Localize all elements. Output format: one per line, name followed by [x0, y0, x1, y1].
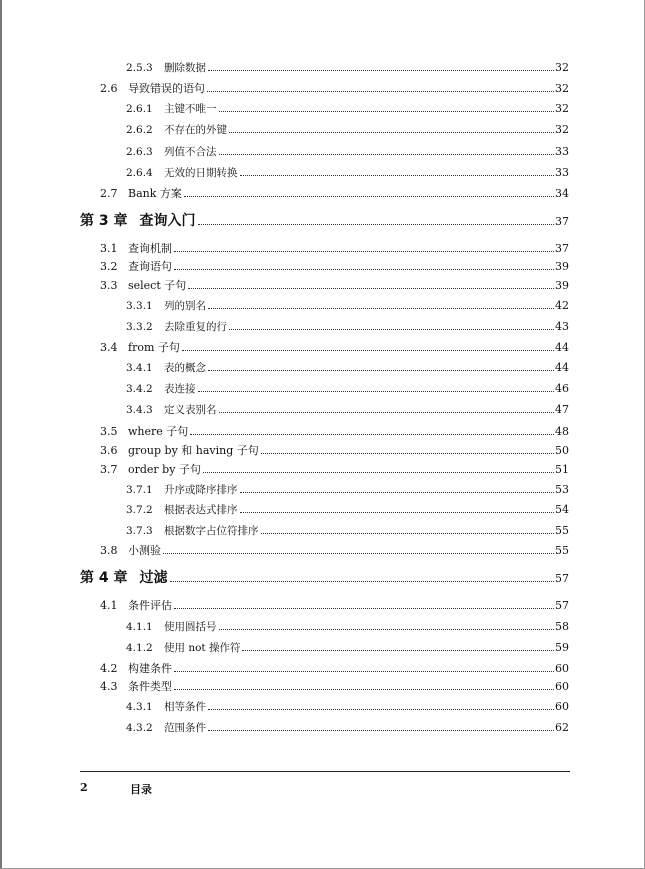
- toc-entry-number: 3.3: [100, 279, 118, 292]
- toc-entry[interactable]: [126, 361, 569, 375]
- toc-entry-title: 表连接: [164, 383, 196, 395]
- toc-entry-page: 44: [555, 341, 569, 354]
- toc-entry[interactable]: [126, 299, 569, 313]
- toc-entry-page: 32: [555, 102, 569, 115]
- toc-entry-number: 2.5.3: [126, 62, 153, 74]
- toc-entry[interactable]: [100, 444, 569, 458]
- toc-entry-number: 第 3 章: [80, 213, 128, 229]
- toc-leader-dots: [208, 370, 554, 371]
- footer-page-number: 2: [80, 781, 88, 794]
- toc-entry-number: 4.3: [100, 680, 118, 693]
- toc-entry-page: 34: [555, 187, 569, 200]
- toc-entry-page: 57: [555, 572, 569, 585]
- toc-entry[interactable]: [100, 662, 569, 676]
- toc-entry[interactable]: [126, 102, 569, 116]
- toc-entry-title: 使用圆括号: [164, 621, 217, 633]
- toc-entry-number: 3.8: [100, 544, 118, 557]
- toc-entry-title: where 子句: [128, 425, 189, 438]
- toc-entry-page: 43: [555, 320, 569, 333]
- toc-entry-page: 51: [555, 463, 569, 476]
- toc-leader-dots: [163, 553, 554, 554]
- toc-entry-page: 54: [555, 503, 569, 516]
- toc-entry-number: 2.6.2: [126, 124, 153, 136]
- toc-leader-dots: [170, 581, 555, 582]
- toc-entry[interactable]: [126, 524, 569, 538]
- toc-entry-title: 使用 not 操作符: [164, 642, 241, 654]
- toc-leader-dots: [219, 154, 555, 155]
- toc-leader-dots: [242, 650, 554, 651]
- toc-entry-title: 查询机制: [128, 242, 172, 255]
- toc-entry-number: 3.1: [100, 242, 118, 255]
- toc-entry-page: 42: [555, 299, 569, 312]
- toc-leader-dots: [198, 391, 555, 392]
- toc-entry-page: 60: [555, 680, 569, 693]
- toc-entry-title: order by 子句: [128, 463, 201, 476]
- toc-leader-dots: [208, 730, 554, 731]
- toc-leader-dots: [203, 472, 554, 473]
- toc-entry-number: 3.2: [100, 260, 118, 273]
- toc-entry[interactable]: [126, 620, 569, 634]
- toc-leader-dots: [240, 492, 555, 493]
- toc-entry[interactable]: [126, 503, 569, 517]
- toc-entry-page: 53: [555, 483, 569, 496]
- toc-entry-title: 升序或降序排序: [164, 484, 238, 496]
- toc-entry-page: 39: [555, 279, 569, 292]
- toc-entry[interactable]: [100, 680, 569, 694]
- toc-entry-title: 列的别名: [164, 300, 206, 312]
- toc-entry-title: 小测验: [128, 544, 161, 557]
- toc-entry-page: 37: [555, 215, 569, 228]
- toc-entry-page: 48: [555, 425, 569, 438]
- page-left-edge: [0, 0, 2, 869]
- toc-entry[interactable]: [126, 700, 569, 714]
- toc-entry-title: 过滤: [139, 570, 168, 586]
- toc-leader-dots: [229, 132, 554, 133]
- toc-entry-title: 条件评估: [128, 599, 172, 612]
- toc-entry[interactable]: [100, 463, 569, 477]
- toc-entry-page: 62: [555, 721, 569, 734]
- toc-entry-page: 32: [555, 61, 569, 74]
- toc-leader-dots: [261, 533, 555, 534]
- toc-entry-number: 4.3.2: [126, 722, 153, 734]
- toc-entry-number: 2.6.1: [126, 103, 153, 115]
- toc-entry[interactable]: [126, 61, 569, 75]
- toc-entry-page: 46: [555, 382, 569, 395]
- toc-entry[interactable]: [100, 279, 569, 293]
- toc-entry[interactable]: [80, 214, 569, 229]
- toc-entry-page: 32: [555, 123, 569, 136]
- toc-leader-dots: [208, 70, 554, 71]
- toc-entry-title: 无效的日期转换: [164, 167, 238, 179]
- toc-entry-page: 33: [555, 166, 569, 179]
- toc-entry-number: 4.2: [100, 662, 118, 675]
- toc-entry-number: 4.3.1: [126, 701, 153, 713]
- toc-entry-page: 55: [555, 524, 569, 537]
- toc-entry-title: 表的概念: [164, 362, 206, 374]
- toc-entry-title: 根据表达式排序: [164, 504, 238, 516]
- toc-entry-number: 4.1.1: [126, 621, 153, 633]
- toc-entry[interactable]: [126, 721, 569, 735]
- toc-leader-dots: [184, 196, 554, 197]
- toc-entry-page: 50: [555, 444, 569, 457]
- toc-leader-dots: [174, 269, 554, 270]
- toc-entry-number: 3.4.1: [126, 362, 153, 374]
- toc-leader-dots: [174, 608, 554, 609]
- toc-entry[interactable]: [100, 425, 569, 439]
- toc-entry-page: 33: [555, 145, 569, 158]
- toc-entry-page: 58: [555, 620, 569, 633]
- toc-entry[interactable]: [126, 641, 569, 655]
- toc-entry-number: 3.4: [100, 341, 118, 354]
- toc-entry-page: 60: [555, 700, 569, 713]
- toc-entry-number: 3.7.3: [126, 525, 153, 537]
- toc-entry-title: from 子句: [128, 341, 180, 354]
- toc-leader-dots: [207, 91, 554, 92]
- toc-entry-title: 范围条件: [164, 722, 206, 734]
- toc-entry[interactable]: [126, 382, 569, 396]
- toc-entry-page: 57: [555, 599, 569, 612]
- toc-entry-number: 3.3.1: [126, 300, 153, 312]
- toc-entry[interactable]: [126, 403, 569, 417]
- toc-leader-dots: [198, 224, 555, 225]
- toc-entry-title: 构建条件: [128, 662, 172, 675]
- toc-entry-title: 去除重复的行: [164, 321, 227, 333]
- toc-entry-title: group by 和 having 子句: [128, 444, 259, 457]
- toc-entry-title: Bank 方案: [128, 187, 182, 200]
- footer-rule: [80, 771, 570, 772]
- toc-entry-number: 3.7: [100, 463, 118, 476]
- toc-entry[interactable]: [126, 483, 569, 497]
- toc-entry[interactable]: [126, 320, 569, 334]
- toc-entry-title: 条件类型: [128, 680, 172, 693]
- toc-entry[interactable]: [126, 145, 569, 159]
- toc-leader-dots: [174, 689, 554, 690]
- toc-entry[interactable]: [100, 341, 569, 355]
- toc-entry-number: 3.5: [100, 425, 118, 438]
- toc-entry-title: 列值不合法: [164, 146, 217, 158]
- toc-entry-page: 59: [555, 641, 569, 654]
- toc-entry-number: 4.1.2: [126, 642, 153, 654]
- toc-leader-dots: [208, 308, 554, 309]
- toc-entry-number: 3.6: [100, 444, 118, 457]
- toc-entry[interactable]: [100, 599, 569, 613]
- toc-leader-dots: [182, 350, 554, 351]
- toc-entry-number: 3.7.1: [126, 484, 153, 496]
- toc-entry[interactable]: [100, 242, 569, 256]
- toc-leader-dots: [174, 251, 554, 252]
- toc-entry-title: 定义表别名: [164, 404, 217, 416]
- toc-entry-page: 32: [555, 82, 569, 95]
- toc-entry[interactable]: [100, 260, 569, 274]
- toc-entry-title: 不存在的外键: [164, 124, 227, 136]
- toc-entry[interactable]: [100, 544, 569, 558]
- toc-leader-dots: [219, 412, 555, 413]
- toc-leader-dots: [219, 111, 555, 112]
- toc-entry-number: 2.6.3: [126, 146, 153, 158]
- toc-leader-dots: [229, 329, 554, 330]
- toc-leader-dots: [219, 629, 555, 630]
- toc-entry[interactable]: [100, 187, 569, 201]
- toc-leader-dots: [240, 175, 555, 176]
- toc-entry-page: 37: [555, 242, 569, 255]
- toc-entry-number: 3.7.2: [126, 504, 153, 516]
- toc-entry-number: 3.4.2: [126, 383, 153, 395]
- toc-leader-dots: [261, 453, 554, 454]
- toc-entry[interactable]: [126, 123, 569, 137]
- footer-section-label: 目录: [130, 783, 152, 796]
- toc-entry[interactable]: [126, 166, 569, 180]
- toc-entry[interactable]: [80, 571, 569, 586]
- toc-entry-title: select 子句: [128, 279, 187, 292]
- toc-entry-number: 2.7: [100, 187, 118, 200]
- toc-entry[interactable]: [100, 82, 569, 96]
- toc-leader-dots: [208, 709, 554, 710]
- toc-entry-page: 44: [555, 361, 569, 374]
- toc-entry-page: 60: [555, 662, 569, 675]
- toc-entry-page: 39: [555, 260, 569, 273]
- toc-leader-dots: [240, 512, 555, 513]
- toc-leader-dots: [188, 288, 554, 289]
- toc-entry-title: 查询入门: [139, 213, 196, 229]
- toc-entry-page: 55: [555, 544, 569, 557]
- toc-entry-number: 3.3.2: [126, 321, 153, 333]
- toc-entry-number: 2.6: [100, 82, 118, 95]
- toc-entry-number: 4.1: [100, 599, 118, 612]
- toc-entry-title: 删除数据: [164, 62, 206, 74]
- toc-entry-number: 2.6.4: [126, 167, 153, 179]
- toc-entry-title: 根据数字占位符排序: [164, 525, 259, 537]
- toc-entry-page: 47: [555, 403, 569, 416]
- toc-leader-dots: [190, 434, 554, 435]
- toc-entry-title: 查询语句: [128, 260, 172, 273]
- toc-entry-title: 主键不唯一: [164, 103, 217, 115]
- toc-leader-dots: [174, 671, 554, 672]
- toc-entry-number: 3.4.3: [126, 404, 153, 416]
- toc-entry-title: 导致错误的语句: [128, 82, 205, 95]
- toc-entry-title: 相等条件: [164, 701, 206, 713]
- toc-entry-number: 第 4 章: [80, 570, 128, 586]
